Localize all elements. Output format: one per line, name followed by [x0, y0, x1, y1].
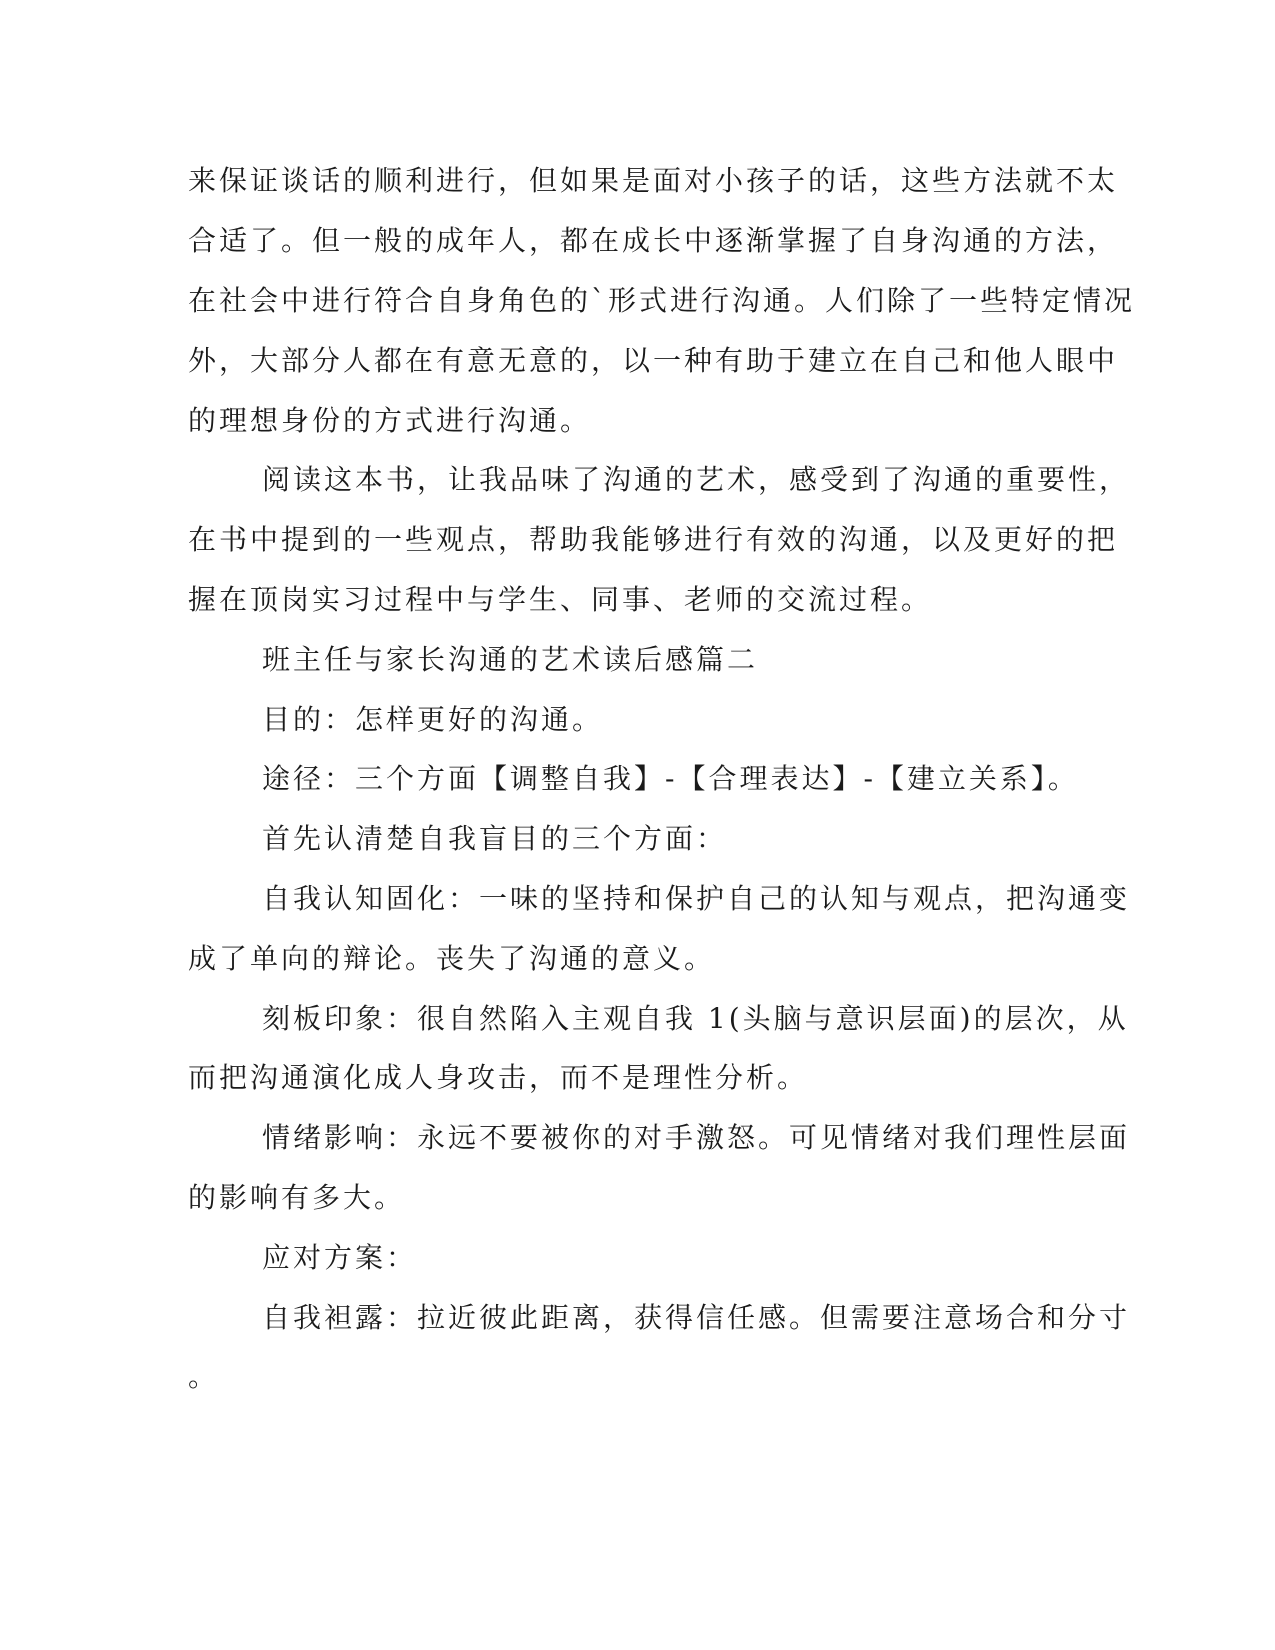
text-line: 的理想身份的方式进行沟通。 — [188, 404, 592, 437]
paragraph-start-line: 应对方案： — [262, 1241, 418, 1274]
paragraph-start-line: 自我袒露：拉近彼此距离，获得信任感。但需要注意场合和分寸 — [262, 1301, 1131, 1334]
text-line: 在社会中进行符合自身角色的`形式进行沟通。人们除了一些特定情况 — [188, 284, 1136, 317]
text-line: 在书中提到的一些观点，帮助我能够进行有效的沟通，以及更好的把 — [188, 523, 1119, 556]
paragraph-start-line: 自我认知固化：一味的坚持和保护自己的认知与观点，把沟通变 — [262, 882, 1131, 915]
text-line: 外，大部分人都在有意无意的，以一种有助于建立在自己和他人眼中 — [188, 344, 1119, 377]
paragraph-start-line: 目的：怎样更好的沟通。 — [262, 703, 604, 736]
text-line: 来保证谈话的顺利进行，但如果是面对小孩子的话，这些方法就不太 — [188, 164, 1119, 197]
paragraph-start-line: 阅读这本书，让我品味了沟通的艺术，感受到了沟通的重要性， — [262, 463, 1131, 496]
text-line: 。 — [188, 1360, 220, 1393]
text-line: 握在顶岗实习过程中与学生、同事、老师的交流过程。 — [188, 583, 933, 616]
text-line: 合适了。但一般的成年人，都在成长中逐渐掌握了自身沟通的方法， — [188, 224, 1119, 257]
paragraph-start-line: 途径：三个方面【调整自我】-【合理表达】-【建立关系】。 — [262, 762, 1079, 795]
paragraph-start-line: 首先认清楚自我盲目的三个方面： — [262, 822, 728, 855]
paragraph-start-line: 情绪影响：永远不要被你的对手激怒。可见情绪对我们理性层面 — [262, 1121, 1131, 1154]
text-line: 的影响有多大。 — [188, 1181, 406, 1214]
section-heading: 班主任与家长沟通的艺术读后感篇二 — [262, 643, 759, 676]
text-line: 而把沟通演化成人身攻击，而不是理性分析。 — [188, 1061, 809, 1094]
paragraph-start-line: 刻板印象：很自然陷入主观自我 1(头脑与意识层面)的层次，从 — [262, 1002, 1129, 1035]
text-line: 成了单向的辩论。丧失了沟通的意义。 — [188, 942, 716, 975]
